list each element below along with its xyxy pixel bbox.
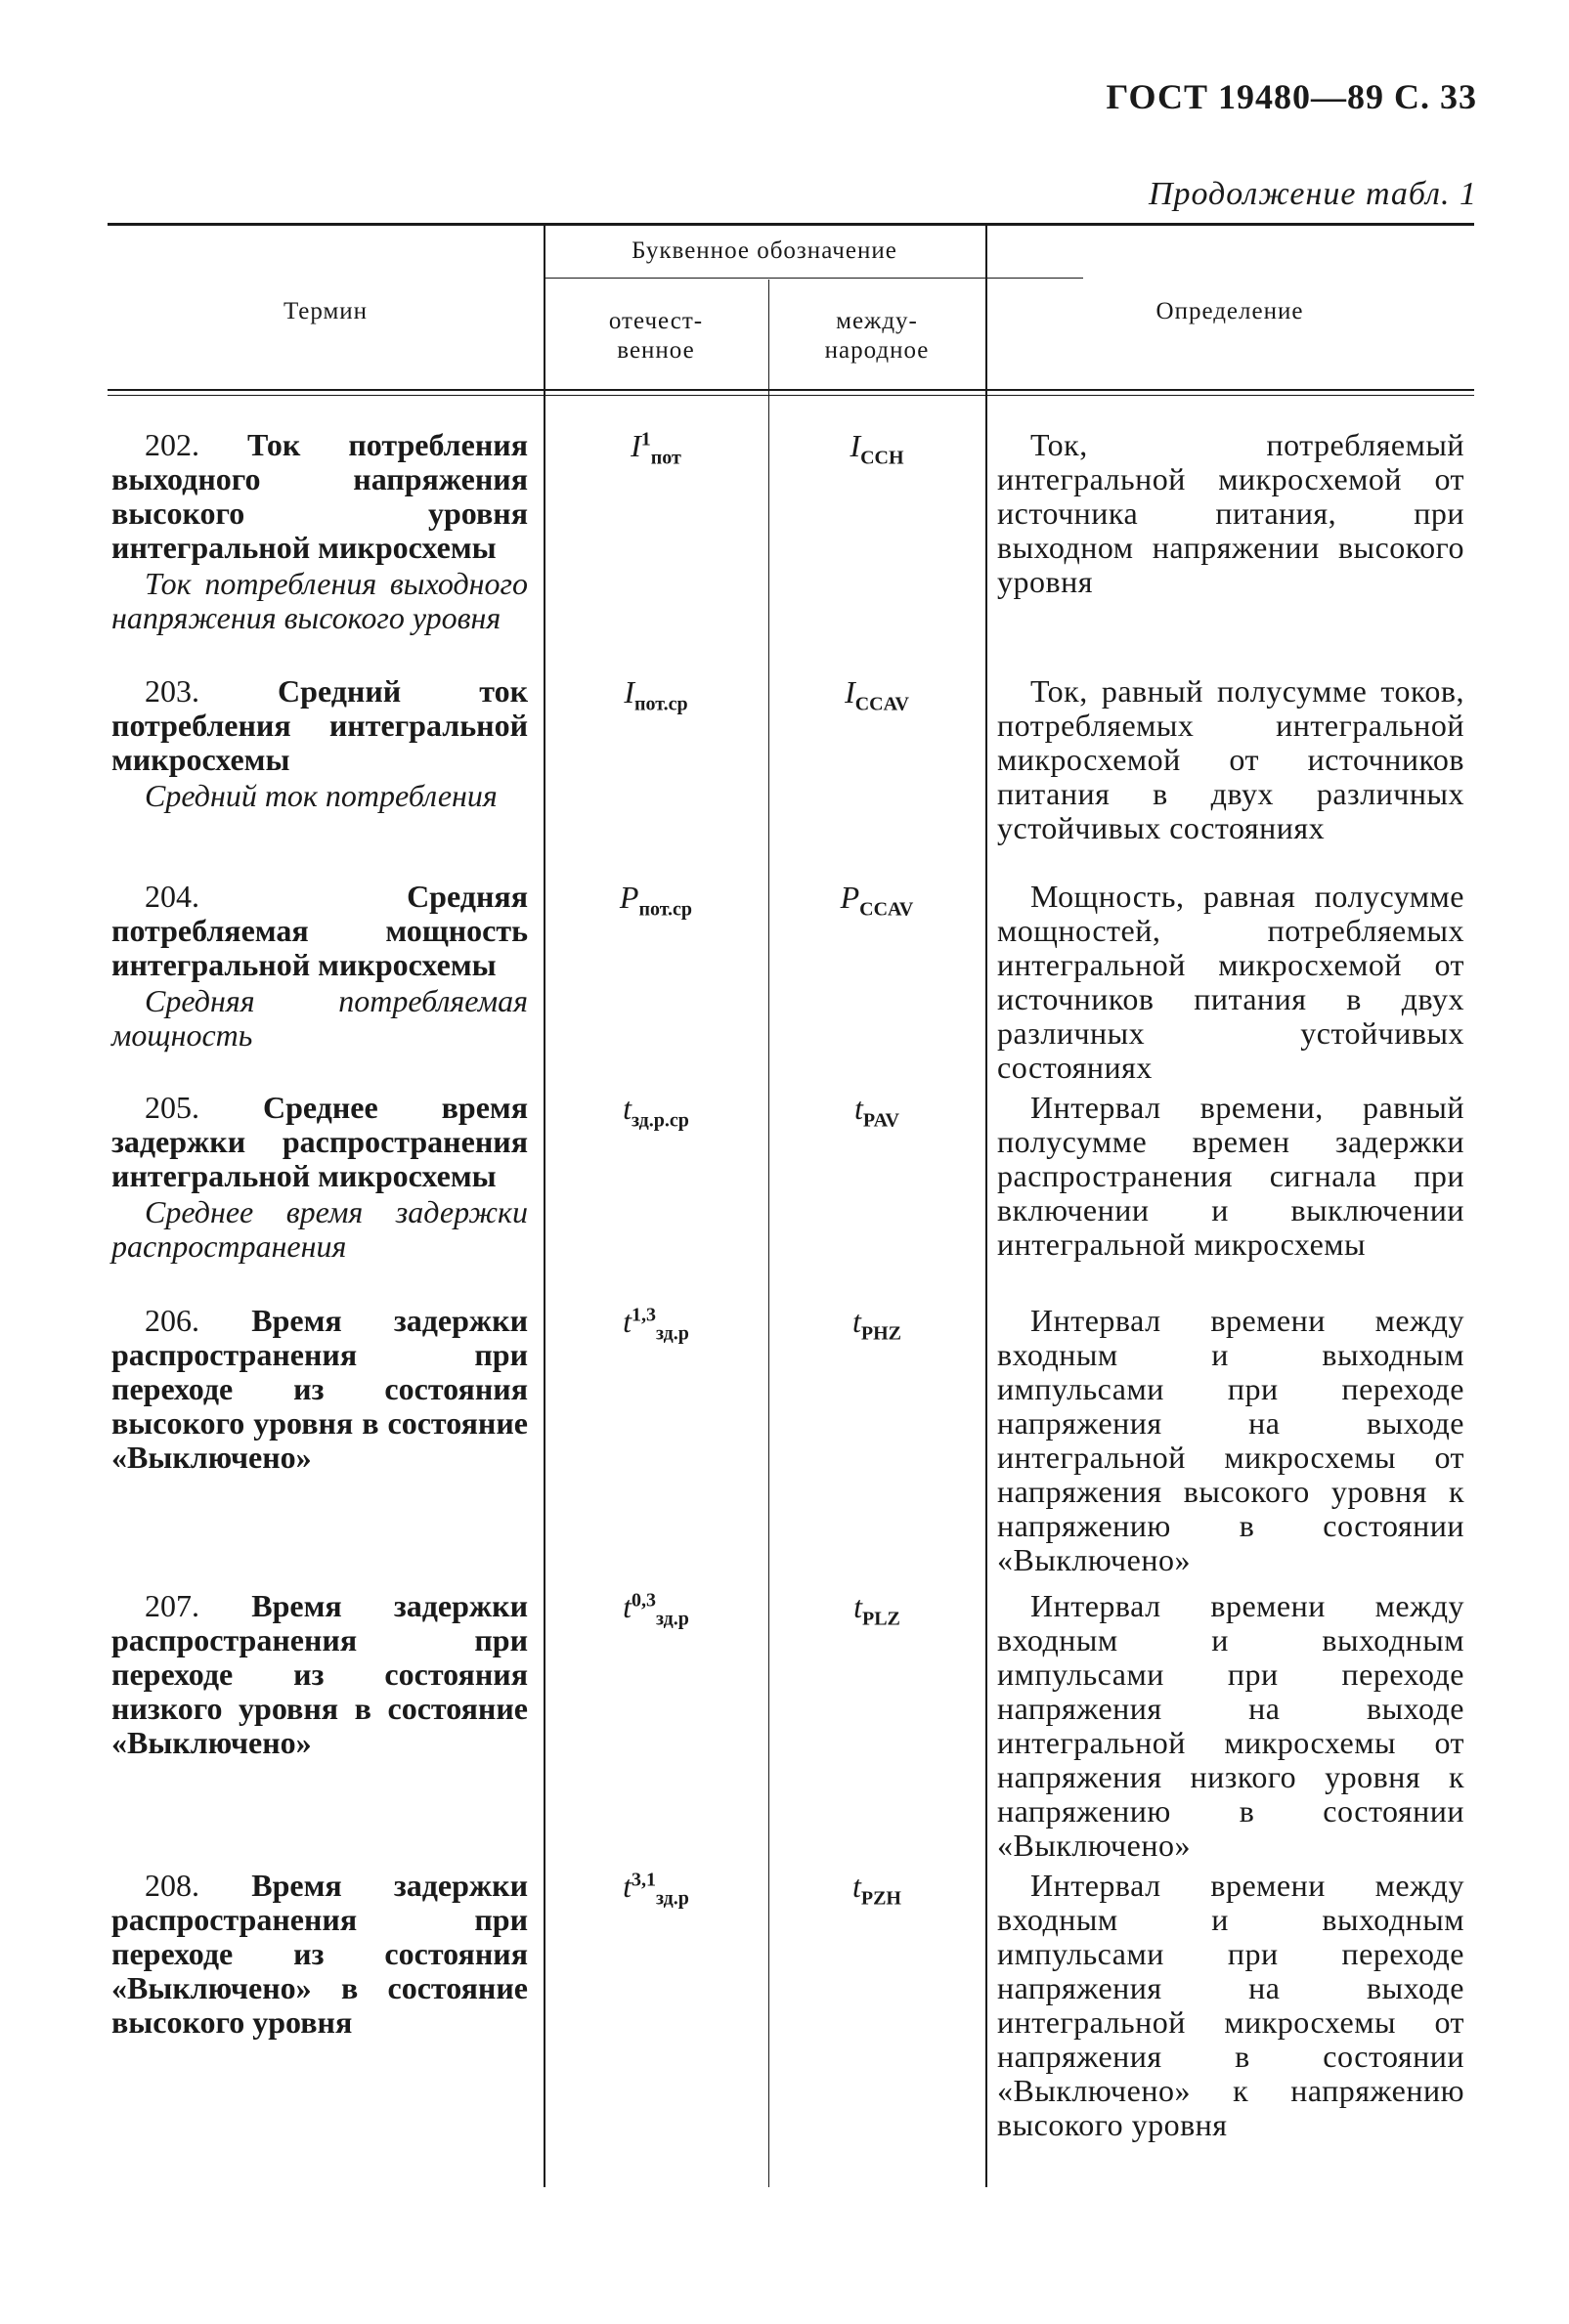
national-symbol: [544, 1589, 768, 1630]
national-symbol: [544, 1869, 768, 1910]
symbol-superscript: 1: [640, 428, 651, 451]
symbol-letter: t: [623, 1589, 632, 1624]
term-cell: [111, 1869, 528, 2040]
term-cell: [111, 428, 528, 635]
symbol-superscript: 1,3: [631, 1304, 656, 1326]
symbol-letter: I: [624, 674, 635, 710]
symbol-superscript: 0,3: [631, 1589, 656, 1612]
symbol-letter: P: [619, 880, 639, 915]
symbol-subscript: зд.р.ср: [631, 1109, 689, 1132]
page-reference: ГОСТ 19480—89 С. 33: [1106, 77, 1477, 116]
national-symbol: [544, 674, 768, 715]
national-symbol: [544, 428, 768, 469]
header-international: [768, 307, 985, 366]
symbol-group-rule: [544, 278, 1083, 279]
symbol-letter: I: [850, 428, 861, 463]
term-number: 203.: [145, 673, 199, 709]
national-symbol: [544, 880, 768, 921]
symbol-subscript: PHZ: [860, 1322, 901, 1345]
symbol-subscript: PLZ: [861, 1608, 900, 1630]
international-symbol: [768, 1869, 985, 1910]
national-symbol: [544, 1091, 768, 1132]
definition-cell: Ток, равный полусумме токов, потребляемых интегральной микросхемой от источников питания в двух различных устойчивых состояниях: [997, 673, 1464, 845]
definition-cell: Интервал времени между входным и выходным импульсами при переходе напряжения на выходе интегральной микросхемы от напряжения высокого уровня к напряжению в состоянии «Выключено»: [997, 1303, 1464, 1577]
definition-cell: Интервал времени, равный полусумме времен задержки распространения сигнала при включении и выключении интегральной микросхемы: [997, 1090, 1464, 1262]
term-synonym: Средний ток потребления: [145, 778, 498, 813]
symbol-letter: t: [851, 1304, 861, 1339]
term-number: 204.: [145, 879, 199, 914]
international-symbol: [768, 1091, 985, 1132]
symbol-subscript: CCAV: [859, 898, 914, 921]
symbol-letter: t: [854, 1091, 863, 1126]
term-number: 207.: [145, 1588, 199, 1623]
term-cell: [111, 1589, 528, 1760]
symbol-letter: t: [623, 1869, 632, 1904]
symbol-letter: P: [840, 880, 860, 915]
term-name: Ток потребления выходного напряжения высокого уровня интегральной микросхемы: [111, 427, 529, 565]
definition-cell: Ток, потребляемый интегральной микросхемой от источника питания, при выходном напряжении высокого уровня: [997, 427, 1464, 599]
symbol-letter: t: [853, 1589, 862, 1624]
term-cell: [111, 1091, 528, 1264]
term-name: Время задержки распространения при переходе из состояния высокого уровня в состояние «Выключено»: [111, 1303, 529, 1475]
header-international-line1: между-: [836, 308, 918, 334]
symbol-letter: t: [623, 1304, 632, 1339]
symbol-subscript: зд.р: [655, 1608, 689, 1630]
term-name: Время задержки распространения при переходе из состояния «Выключено» в состояние высокого уровня: [111, 1868, 529, 2040]
term-synonym: Ток потребления выходного напряжения высокого уровня: [111, 566, 528, 635]
symbol-subscript: зд.р: [655, 1887, 689, 1910]
symbol-letter: I: [631, 428, 641, 463]
symbol-subscript: CCH: [860, 447, 904, 469]
header-national-line1: отечест-: [608, 308, 704, 334]
international-symbol: [768, 1589, 985, 1630]
term-number: 205.: [145, 1090, 199, 1125]
definition-cell: Интервал времени между входным и выходным импульсами при переходе напряжения на выходе интегральной микросхемы от напряжения низкого уровня к напряжению в состоянии «Выключено»: [997, 1588, 1464, 1863]
header-symbol-group: Буквенное обозначение: [632, 237, 897, 264]
symbol-superscript: 3,1: [631, 1869, 656, 1891]
international-symbol: [768, 1304, 985, 1345]
national-symbol: [544, 1304, 768, 1345]
term-cell: [111, 1304, 528, 1475]
symbol-subscript: CCAV: [854, 693, 909, 715]
symbol-letter: t: [851, 1869, 861, 1904]
term-name: Средний ток потребления интегральной микросхемы: [111, 673, 529, 777]
symbol-subscript: пот: [650, 447, 681, 469]
international-symbol: [768, 428, 985, 469]
symbol-subscript: зд.р: [655, 1322, 689, 1345]
term-synonym: Среднее время задержки распространения: [111, 1194, 528, 1264]
term-name: Средняя потребляемая мощность интегральной микросхемы: [111, 879, 528, 982]
term-synonym: Средняя потребляемая мощность: [111, 983, 528, 1053]
term-cell: [111, 880, 528, 1053]
symbol-subscript: пот.ср: [638, 898, 693, 921]
table-header-rule: [108, 389, 1474, 391]
definition-cell: Мощность, равная полусумме мощностей, потребляемых интегральной микросхемой от источников питания в двух различных устойчивых состояниях: [997, 879, 1464, 1085]
term-number: 206.: [145, 1303, 199, 1338]
table-top-rule: [108, 223, 1474, 226]
column-divider-definition: [985, 223, 987, 2187]
symbol-subscript: PZH: [860, 1887, 901, 1910]
header-international-line2: народное: [824, 337, 930, 364]
header-term: Термин: [283, 298, 369, 324]
international-symbol: [768, 674, 985, 715]
term-name: Среднее время задержки распространения интегральной микросхемы: [111, 1090, 529, 1193]
term-number: 208.: [145, 1868, 199, 1903]
header-national-line2: венное: [617, 337, 695, 364]
terms-table: [108, 223, 1474, 2187]
header-national: [544, 307, 768, 366]
header-definition: Определение: [1155, 298, 1304, 324]
international-symbol: [768, 880, 985, 921]
term-cell: [111, 674, 528, 813]
table-continuation-label: Продолжение табл. 1: [1148, 176, 1477, 212]
table-header-rule-2: [108, 395, 1474, 396]
symbol-subscript: пот.ср: [634, 693, 688, 715]
symbol-subscript: PAV: [862, 1109, 899, 1132]
definition-cell: Интервал времени между входным и выходным импульсами при переходе напряжения на выходе интегральной микросхемы от напряжения в состоянии «Выключено» к напряжению высокого уровня: [997, 1868, 1464, 2142]
term-name: Время задержки распространения при переходе из состояния низкого уровня в состояние «Выключено»: [111, 1588, 529, 1760]
symbol-letter: t: [623, 1091, 632, 1126]
term-number: 202.: [145, 427, 199, 462]
symbol-letter: I: [845, 674, 855, 710]
